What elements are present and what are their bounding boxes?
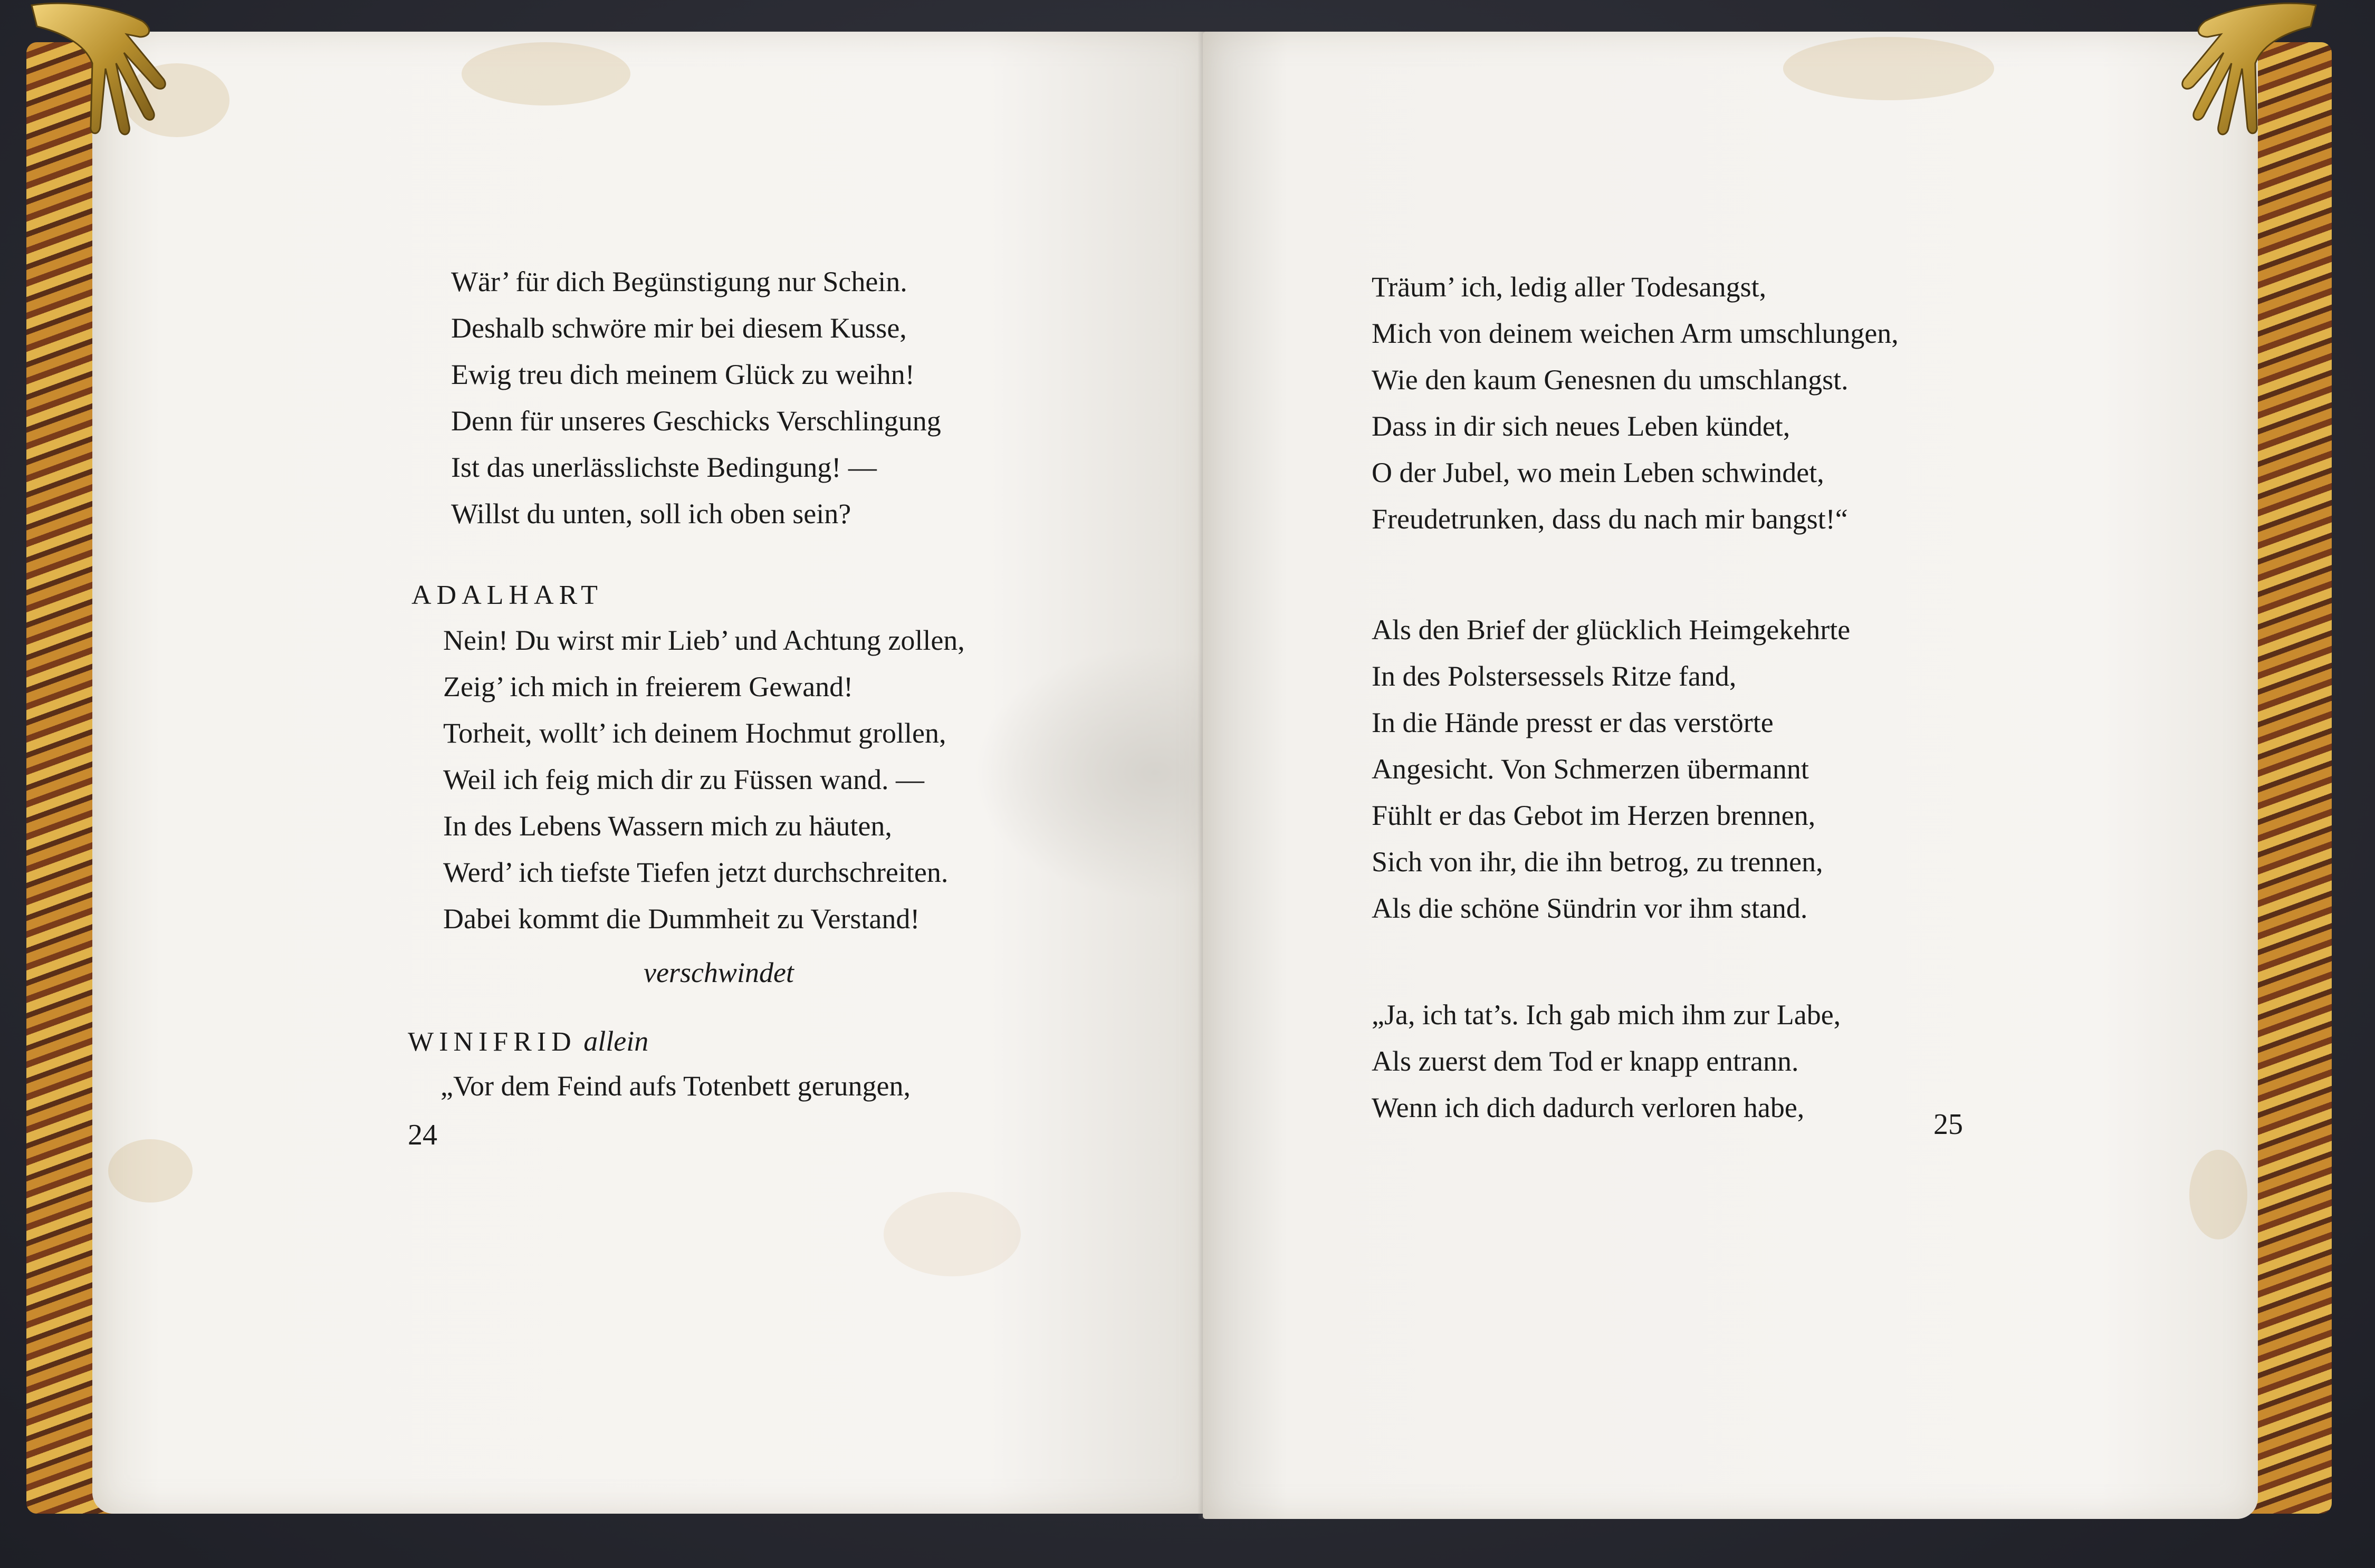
verse-line: In des Lebens Wassern mich zu häuten, — [443, 810, 892, 842]
verse-line: Wär’ für dich Begünstigung nur Schein. — [451, 266, 907, 297]
verse-line: Ist das unerlässlichste Bedingung! — — [451, 451, 877, 483]
verse-line: Angesicht. Von Schmerzen übermannt — [1372, 753, 1809, 785]
speaker-name-adalhart: ADALHART — [411, 580, 603, 610]
speaker-winifrid — [408, 1018, 648, 1065]
verse-line: Wie den kaum Genesnen du umschlangst. — [1372, 364, 1849, 396]
right-page — [1203, 32, 2258, 1519]
verse-line: In die Hände presst er das verstörte — [1372, 707, 1774, 738]
verse-line: Als die schöne Sündrin vor ihm stand. — [1372, 892, 1808, 924]
verse-line: Nein! Du wirst mir Lieb’ und Achtung zollen, — [443, 624, 965, 656]
brass-hand-page-weight-left-icon — [21, 0, 179, 142]
verse-line: Werd’ ich tiefste Tiefen jetzt durchschreiten. — [443, 857, 949, 888]
verse-line: Freudetrunken, dass du nach mir bangst!“ — [1372, 503, 1848, 535]
verse-line: O der Jubel, wo mein Leben schwindet, — [1372, 457, 1824, 488]
verse-line: Weil ich feig mich dir zu Füssen wand. — — [443, 764, 924, 795]
verse-line: Sich von ihr, die ihn betrog, zu trennen, — [1372, 846, 1823, 878]
verse-block-2 — [443, 617, 965, 942]
stage-direction: verschwindet — [644, 957, 794, 988]
verse-line: Dass in dir sich neues Leben kündet, — [1372, 410, 1790, 442]
speaker-name-winifrid: WINIFRID — [408, 1027, 577, 1057]
verse-line: Willst du unten, soll ich oben sein? — [451, 498, 851, 530]
verse-line: Als zuerst dem Tod er knapp entrann. — [1372, 1045, 1799, 1077]
verse-line: Zeig’ ich mich in freierem Gewand! — [443, 671, 854, 703]
verse-stanza-3 — [1372, 992, 1841, 1131]
speaker-note: allein — [583, 1025, 649, 1057]
verse-line: „Vor dem Feind aufs Totenbett gerungen, — [440, 1070, 911, 1102]
page-number-right: 25 — [1933, 1108, 1963, 1141]
verse-block-3 — [440, 1063, 911, 1109]
verse-line: „Ja, ich tat’s. Ich gab mich ihm zur Labe, — [1372, 999, 1841, 1031]
verse-line: Mich von deinem weichen Arm umschlungen, — [1372, 318, 1899, 349]
verse-line: Träum’ ich, ledig aller Todesangst, — [1372, 271, 1767, 303]
verse-line: Fühlt er das Gebot im Herzen brennen, — [1372, 800, 1816, 831]
verse-line: Als den Brief der glücklich Heimgekehrte — [1372, 614, 1851, 646]
verse-line: Denn für unseres Geschicks Verschlingung — [451, 405, 941, 437]
verse-line: Wenn ich dich dadurch verloren habe, — [1372, 1092, 1805, 1123]
page-number-left: 24 — [408, 1119, 437, 1151]
brass-hand-page-weight-right-icon — [2168, 0, 2326, 142]
verse-line: Dabei kommt die Dummheit zu Verstand! — [443, 903, 920, 935]
verse-line: Deshalb schwöre mir bei diesem Kusse, — [451, 312, 907, 344]
verse-line: In des Polstersessels Ritze fand, — [1372, 660, 1737, 692]
verse-block-1 — [451, 258, 941, 537]
verse-line: Ewig treu dich meinem Glück zu weihn! — [451, 359, 915, 390]
verse-stanza-1 — [1372, 264, 1899, 542]
verse-line: Torheit, wollt’ ich deinem Hochmut grollen, — [443, 717, 946, 749]
verse-stanza-2 — [1372, 607, 1850, 931]
left-page — [92, 32, 1211, 1514]
